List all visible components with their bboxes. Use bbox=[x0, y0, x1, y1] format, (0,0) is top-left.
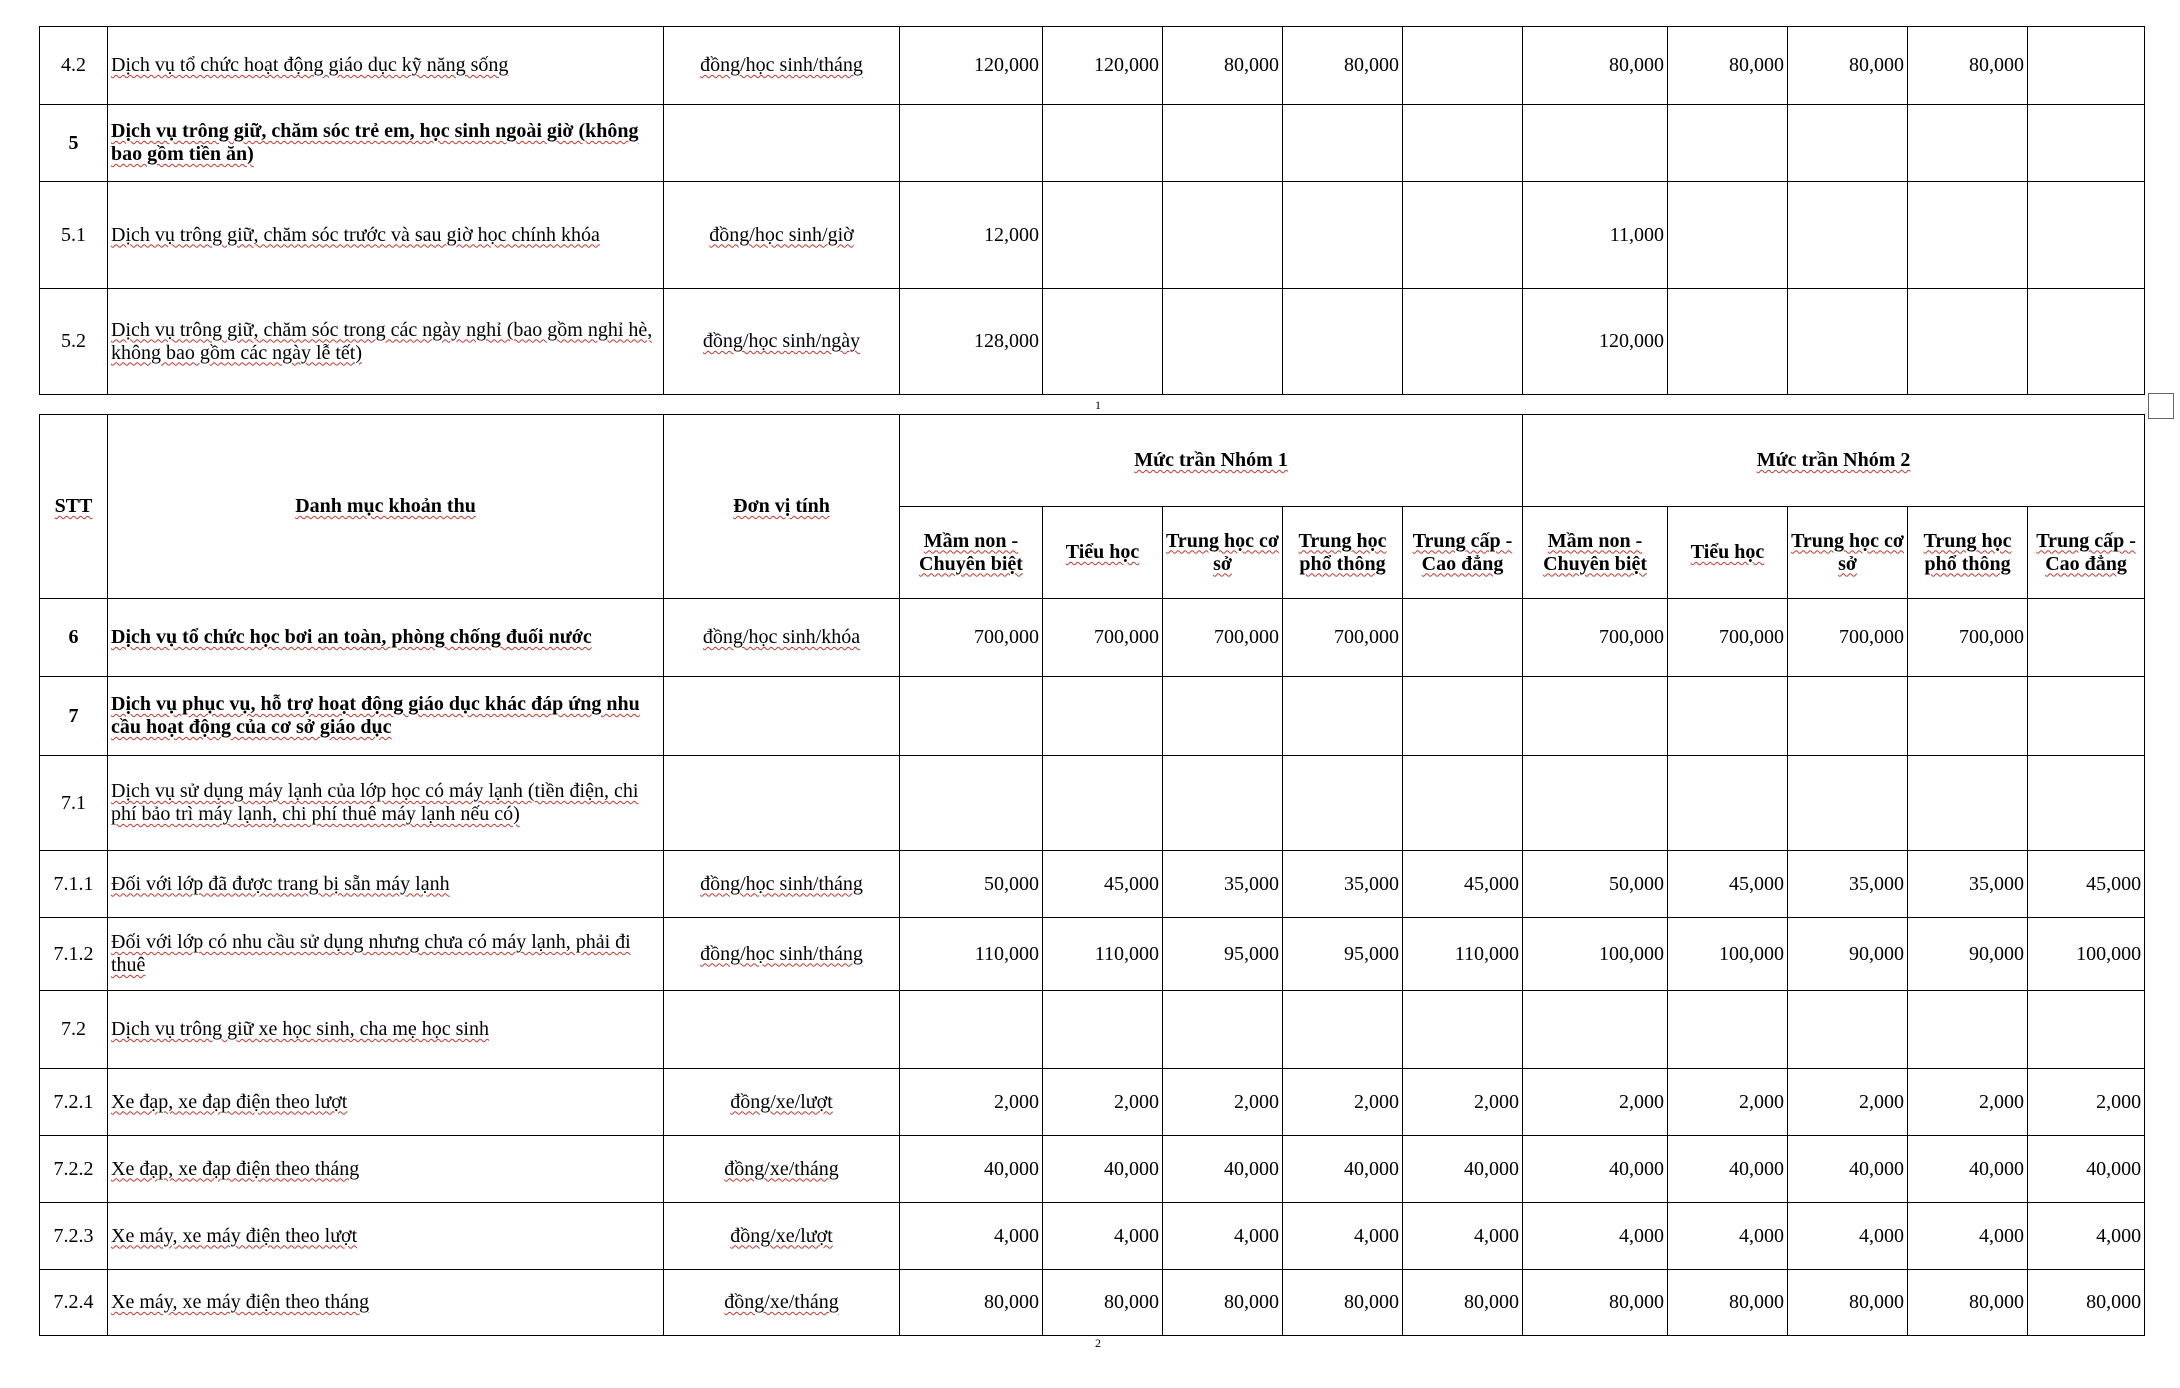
cell-category bbox=[108, 851, 664, 918]
category-text: Xe máy, xe máy điện theo tháng bbox=[111, 1291, 370, 1313]
header-level-lower-secondary: Trung học cơ sở bbox=[1788, 507, 1908, 599]
cell-value: 2,000 bbox=[1283, 1069, 1403, 1136]
cell-unit bbox=[664, 1203, 900, 1270]
cell-category bbox=[108, 27, 664, 105]
cell-value: 4,000 bbox=[1043, 1203, 1163, 1270]
cell-category bbox=[108, 289, 664, 395]
header-level-upper-secondary: Trung học phổ thông bbox=[1283, 507, 1403, 599]
cell-stt: 5.1 bbox=[40, 182, 108, 289]
cell-value bbox=[1668, 991, 1788, 1069]
cell-value bbox=[1043, 182, 1163, 289]
category-text: Dịch vụ trông giữ xe học sinh, cha mẹ học sinh bbox=[111, 1018, 489, 1040]
cell-value: 4,000 bbox=[1668, 1203, 1788, 1270]
cell-value: 45,000 bbox=[1043, 851, 1163, 918]
header-level-preschool: Mầm non - Chuyên biệt bbox=[1523, 507, 1668, 599]
cell-value: 50,000 bbox=[900, 851, 1043, 918]
unit-text: đồng/xe/lượt bbox=[730, 1090, 833, 1113]
cell-value bbox=[1283, 105, 1403, 182]
unit-text: đồng/học sinh/khóa bbox=[702, 626, 861, 648]
cell-stt: 7.1.1 bbox=[40, 851, 108, 918]
fee-table-part-2 bbox=[39, 414, 2145, 1336]
cell-value: 90,000 bbox=[1788, 918, 1908, 991]
cell-unit bbox=[664, 918, 900, 991]
cell-value bbox=[1283, 756, 1403, 851]
cell-unit bbox=[664, 1136, 900, 1203]
cell-value bbox=[1668, 105, 1788, 182]
cell-value: 80,000 bbox=[1043, 1270, 1163, 1336]
table-row bbox=[40, 756, 2145, 851]
page-break-marker[interactable] bbox=[2148, 393, 2174, 419]
cell-value bbox=[1163, 105, 1283, 182]
cell-value bbox=[1788, 289, 1908, 395]
cell-value bbox=[900, 105, 1043, 182]
cell-value bbox=[1043, 677, 1163, 756]
unit-text: đồng/xe/lượt bbox=[730, 1224, 833, 1247]
cell-stt: 7.2.2 bbox=[40, 1136, 108, 1203]
category-text: Dịch vụ trông giữ, chăm sóc trước và sau giờ học chính khóa bbox=[111, 223, 600, 246]
table-row bbox=[40, 182, 2145, 289]
cell-value: 40,000 bbox=[1788, 1136, 1908, 1203]
cell-value: 700,000 bbox=[1908, 599, 2028, 677]
cell-stt: 7.1.2 bbox=[40, 918, 108, 991]
cell-value bbox=[1283, 677, 1403, 756]
cell-value bbox=[1523, 756, 1668, 851]
cell-unit bbox=[664, 27, 900, 105]
header-level-primary: Tiểu học bbox=[1043, 507, 1163, 599]
cell-value bbox=[1403, 756, 1523, 851]
cell-value: 110,000 bbox=[1043, 918, 1163, 991]
cell-value bbox=[2028, 991, 2145, 1069]
category-text: Dịch vụ sử dụng máy lạnh của lớp học có máy lạnh (tiền điện, chi phí bảo trì máy lạnh, chi phí thuê máy lạnh nếu có) bbox=[111, 780, 639, 825]
cell-value bbox=[2028, 677, 2145, 756]
cell-value bbox=[2028, 182, 2145, 289]
cell-value bbox=[900, 677, 1043, 756]
cell-value bbox=[1668, 677, 1788, 756]
category-text: Dịch vụ trông giữ, chăm sóc trẻ em, học sinh ngoài giờ (không bao gồm tiền ăn) bbox=[111, 120, 639, 165]
category-text: Dịch vụ phục vụ, hỗ trợ hoạt động giáo dục khác đáp ứng nhu cầu hoạt động của cơ sở giáo dục bbox=[111, 693, 640, 738]
cell-value: 120,000 bbox=[1523, 289, 1668, 395]
cell-value bbox=[1788, 182, 1908, 289]
cell-value bbox=[1668, 289, 1788, 395]
cell-value bbox=[1668, 756, 1788, 851]
cell-value: 80,000 bbox=[1523, 27, 1668, 105]
cell-value: 80,000 bbox=[1403, 1270, 1523, 1336]
cell-unit bbox=[664, 851, 900, 918]
cell-value: 95,000 bbox=[1283, 918, 1403, 991]
cell-value: 4,000 bbox=[1403, 1203, 1523, 1270]
cell-value bbox=[1403, 599, 1523, 677]
header-unit: Đơn vị tính bbox=[664, 415, 900, 599]
cell-value bbox=[2028, 756, 2145, 851]
category-text: Dịch vụ tổ chức học bơi an toàn, phòng chống đuối nước bbox=[111, 626, 592, 648]
cell-value: 80,000 bbox=[1908, 1270, 2028, 1336]
cell-value: 4,000 bbox=[1163, 1203, 1283, 1270]
table-row bbox=[40, 991, 2145, 1069]
cell-unit bbox=[664, 756, 900, 851]
cell-value bbox=[1043, 105, 1163, 182]
category-text: Xe đạp, xe đạp điện theo lượt bbox=[111, 1090, 348, 1113]
cell-value: 40,000 bbox=[1403, 1136, 1523, 1203]
cell-value: 40,000 bbox=[1043, 1136, 1163, 1203]
cell-value: 45,000 bbox=[2028, 851, 2145, 918]
header-level-primary: Tiểu học bbox=[1668, 507, 1788, 599]
table-row bbox=[40, 599, 2145, 677]
cell-value: 2,000 bbox=[1163, 1069, 1283, 1136]
cell-value: 90,000 bbox=[1908, 918, 2028, 991]
page-number-2: 2 bbox=[1095, 1336, 1101, 1350]
cell-value: 128,000 bbox=[900, 289, 1043, 395]
cell-value bbox=[2028, 105, 2145, 182]
cell-stt: 5.2 bbox=[40, 289, 108, 395]
cell-value bbox=[1908, 182, 2028, 289]
category-text: Xe máy, xe máy điện theo lượt bbox=[111, 1224, 358, 1247]
cell-stt: 7.1 bbox=[40, 756, 108, 851]
cell-value: 12,000 bbox=[900, 182, 1043, 289]
cell-value: 4,000 bbox=[1788, 1203, 1908, 1270]
cell-category bbox=[108, 756, 664, 851]
cell-value bbox=[1403, 105, 1523, 182]
header-level-vocational: Trung cấp - Cao đẳng bbox=[1403, 507, 1523, 599]
cell-value: 80,000 bbox=[1908, 27, 2028, 105]
header-level-vocational: Trung cấp - Cao đẳng bbox=[2028, 507, 2145, 599]
cell-value: 40,000 bbox=[2028, 1136, 2145, 1203]
cell-value bbox=[1403, 289, 1523, 395]
cell-value bbox=[900, 756, 1043, 851]
cell-value bbox=[1908, 991, 2028, 1069]
cell-value bbox=[1283, 182, 1403, 289]
cell-unit bbox=[664, 599, 900, 677]
cell-value: 80,000 bbox=[1163, 27, 1283, 105]
cell-value bbox=[1163, 289, 1283, 395]
header-group-2: Mức trần Nhóm 2 bbox=[1523, 415, 2145, 507]
cell-value bbox=[1163, 991, 1283, 1069]
cell-value bbox=[1788, 105, 1908, 182]
table-row bbox=[40, 27, 2145, 105]
cell-category bbox=[108, 182, 664, 289]
cell-value: 700,000 bbox=[1043, 599, 1163, 677]
cell-value: 700,000 bbox=[1523, 599, 1668, 677]
cell-value: 700,000 bbox=[1668, 599, 1788, 677]
cell-value: 80,000 bbox=[1283, 27, 1403, 105]
cell-value bbox=[1788, 677, 1908, 756]
cell-category bbox=[108, 105, 664, 182]
cell-value bbox=[1163, 182, 1283, 289]
cell-value bbox=[1908, 677, 2028, 756]
unit-text: đồng/học sinh/tháng bbox=[700, 942, 863, 965]
table-row bbox=[40, 918, 2145, 991]
cell-value bbox=[1908, 289, 2028, 395]
cell-stt: 5 bbox=[40, 105, 108, 182]
cell-value: 4,000 bbox=[900, 1203, 1043, 1270]
cell-value bbox=[1403, 991, 1523, 1069]
cell-value: 2,000 bbox=[1523, 1069, 1668, 1136]
cell-unit bbox=[664, 1270, 900, 1336]
cell-value bbox=[1908, 756, 2028, 851]
cell-value: 45,000 bbox=[1403, 851, 1523, 918]
cell-value bbox=[1403, 27, 1523, 105]
header-level-preschool: Mầm non - Chuyên biệt bbox=[900, 507, 1043, 599]
cell-value: 100,000 bbox=[1523, 918, 1668, 991]
cell-value: 80,000 bbox=[1163, 1270, 1283, 1336]
cell-value: 2,000 bbox=[1908, 1069, 2028, 1136]
cell-value bbox=[1523, 991, 1668, 1069]
cell-value: 80,000 bbox=[900, 1270, 1043, 1336]
cell-value: 4,000 bbox=[2028, 1203, 2145, 1270]
cell-value: 80,000 bbox=[1283, 1270, 1403, 1336]
cell-category bbox=[108, 1270, 664, 1336]
cell-category bbox=[108, 918, 664, 991]
cell-value: 35,000 bbox=[1788, 851, 1908, 918]
cell-value: 80,000 bbox=[1668, 27, 1788, 105]
cell-value bbox=[1043, 289, 1163, 395]
cell-value bbox=[1283, 289, 1403, 395]
cell-value: 100,000 bbox=[1668, 918, 1788, 991]
cell-value: 120,000 bbox=[900, 27, 1043, 105]
cell-value bbox=[1788, 756, 1908, 851]
cell-value: 80,000 bbox=[1788, 1270, 1908, 1336]
table-row bbox=[40, 289, 2145, 395]
cell-value: 4,000 bbox=[1908, 1203, 2028, 1270]
cell-value: 50,000 bbox=[1523, 851, 1668, 918]
cell-value: 11,000 bbox=[1523, 182, 1668, 289]
header-level-upper-secondary: Trung học phổ thông bbox=[1908, 507, 2028, 599]
header-stt: STT bbox=[40, 415, 108, 599]
unit-text: đồng/học sinh/ngày bbox=[702, 330, 861, 352]
table-row bbox=[40, 1136, 2145, 1203]
cell-value bbox=[1668, 182, 1788, 289]
table-row bbox=[40, 1069, 2145, 1136]
cell-value: 700,000 bbox=[900, 599, 1043, 677]
cell-value: 35,000 bbox=[1163, 851, 1283, 918]
table-row bbox=[40, 677, 2145, 756]
cell-value: 2,000 bbox=[1788, 1069, 1908, 1136]
cell-value: 700,000 bbox=[1788, 599, 1908, 677]
cell-stt: 7 bbox=[40, 677, 108, 756]
unit-text: đồng/xe/tháng bbox=[724, 1291, 839, 1313]
cell-value bbox=[900, 991, 1043, 1069]
cell-category bbox=[108, 1203, 664, 1270]
cell-value bbox=[1043, 991, 1163, 1069]
cell-value: 80,000 bbox=[1523, 1270, 1668, 1336]
cell-value: 40,000 bbox=[1908, 1136, 2028, 1203]
category-text: Dịch vụ tổ chức hoạt động giáo dục kỹ năng sống bbox=[111, 54, 509, 76]
cell-value bbox=[1403, 182, 1523, 289]
cell-stt: 6 bbox=[40, 599, 108, 677]
category-text: Đối với lớp đã được trang bị sẵn máy lạnh bbox=[111, 872, 450, 895]
cell-value: 35,000 bbox=[1283, 851, 1403, 918]
cell-value bbox=[1043, 756, 1163, 851]
unit-text: đồng/xe/tháng bbox=[724, 1157, 839, 1180]
table-row bbox=[40, 1203, 2145, 1270]
cell-value: 110,000 bbox=[900, 918, 1043, 991]
cell-category bbox=[108, 1069, 664, 1136]
cell-value: 2,000 bbox=[1043, 1069, 1163, 1136]
unit-text: đồng/học sinh/tháng bbox=[700, 54, 863, 76]
cell-category bbox=[108, 991, 664, 1069]
cell-value: 2,000 bbox=[1403, 1069, 1523, 1136]
cell-value: 95,000 bbox=[1163, 918, 1283, 991]
cell-unit bbox=[664, 105, 900, 182]
cell-unit bbox=[664, 1069, 900, 1136]
category-text: Đối với lớp có nhu cầu sử dụng nhưng chưa có máy lạnh, phải đi thuê bbox=[111, 931, 631, 976]
cell-value bbox=[1523, 105, 1668, 182]
cell-value bbox=[1283, 991, 1403, 1069]
cell-value bbox=[1163, 756, 1283, 851]
cell-value: 700,000 bbox=[1283, 599, 1403, 677]
cell-unit bbox=[664, 677, 900, 756]
cell-stt: 4.2 bbox=[40, 27, 108, 105]
cell-unit bbox=[664, 289, 900, 395]
cell-value: 110,000 bbox=[1403, 918, 1523, 991]
header-category: Danh mục khoản thu bbox=[108, 415, 664, 599]
cell-value: 40,000 bbox=[1523, 1136, 1668, 1203]
unit-text: đồng/học sinh/giờ bbox=[709, 223, 854, 246]
cell-value: 80,000 bbox=[1788, 27, 1908, 105]
cell-unit bbox=[664, 991, 900, 1069]
cell-value bbox=[1908, 105, 2028, 182]
cell-value: 80,000 bbox=[1668, 1270, 1788, 1336]
fee-table-part-1 bbox=[39, 26, 2145, 395]
cell-category bbox=[108, 1136, 664, 1203]
page-number-1: 1 bbox=[1095, 398, 1101, 412]
header-level-lower-secondary: Trung học cơ sở bbox=[1163, 507, 1283, 599]
cell-category bbox=[108, 599, 664, 677]
table-row bbox=[40, 851, 2145, 918]
cell-value: 80,000 bbox=[2028, 1270, 2145, 1336]
cell-value bbox=[2028, 289, 2145, 395]
cell-value: 100,000 bbox=[2028, 918, 2145, 991]
cell-unit bbox=[664, 182, 900, 289]
cell-value bbox=[1403, 677, 1523, 756]
cell-stt: 7.2.1 bbox=[40, 1069, 108, 1136]
unit-text: đồng/học sinh/tháng bbox=[700, 872, 863, 895]
cell-value bbox=[1788, 991, 1908, 1069]
table-row bbox=[40, 1270, 2145, 1336]
cell-value: 40,000 bbox=[1283, 1136, 1403, 1203]
cell-value: 2,000 bbox=[900, 1069, 1043, 1136]
cell-value: 2,000 bbox=[2028, 1069, 2145, 1136]
cell-value bbox=[1163, 677, 1283, 756]
cell-value: 40,000 bbox=[900, 1136, 1043, 1203]
cell-value: 4,000 bbox=[1523, 1203, 1668, 1270]
cell-value: 40,000 bbox=[1163, 1136, 1283, 1203]
cell-value bbox=[2028, 599, 2145, 677]
cell-stt: 7.2 bbox=[40, 991, 108, 1069]
cell-value: 2,000 bbox=[1668, 1069, 1788, 1136]
table-row bbox=[40, 105, 2145, 182]
cell-category bbox=[108, 677, 664, 756]
cell-value bbox=[2028, 27, 2145, 105]
category-text: Dịch vụ trông giữ, chăm sóc trong các ngày nghỉ (bao gồm nghỉ hè, không bao gồm các ngày lễ tết) bbox=[111, 318, 653, 364]
cell-value: 40,000 bbox=[1668, 1136, 1788, 1203]
cell-value: 4,000 bbox=[1283, 1203, 1403, 1270]
cell-value: 35,000 bbox=[1908, 851, 2028, 918]
cell-value: 700,000 bbox=[1163, 599, 1283, 677]
cell-value: 45,000 bbox=[1668, 851, 1788, 918]
cell-value bbox=[1523, 677, 1668, 756]
category-text: Xe đạp, xe đạp điện theo tháng bbox=[111, 1157, 360, 1180]
cell-stt: 7.2.3 bbox=[40, 1203, 108, 1270]
cell-stt: 7.2.4 bbox=[40, 1270, 108, 1336]
cell-value: 120,000 bbox=[1043, 27, 1163, 105]
header-group-1: Mức trần Nhóm 1 bbox=[900, 415, 1523, 507]
